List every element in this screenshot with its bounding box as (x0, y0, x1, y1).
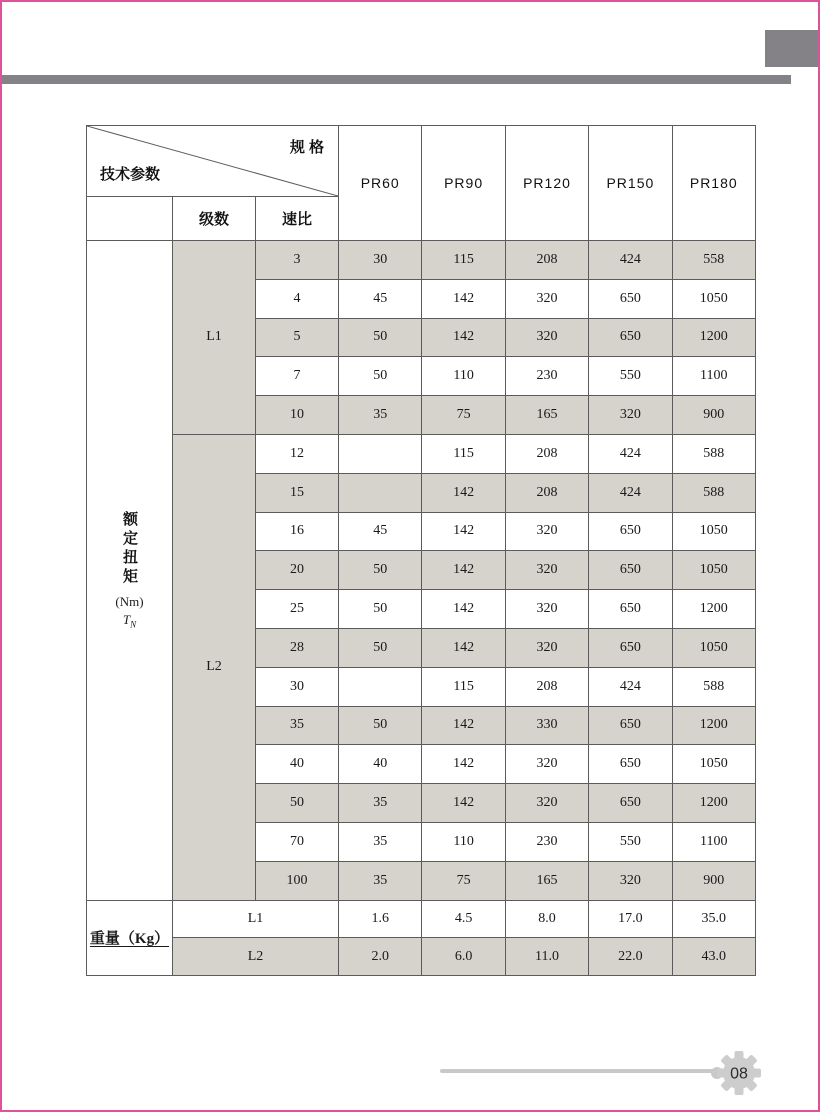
value-cell: 424 (589, 667, 672, 706)
ratio-cell: 70 (256, 822, 339, 861)
weight-l1-cell: L1 (173, 900, 339, 938)
value-cell (339, 667, 422, 706)
weight-l2-cell: L2 (173, 938, 339, 976)
value-cell: 208 (505, 473, 588, 512)
column-header-pr180: PR180 (672, 126, 755, 241)
value-cell: 320 (505, 590, 588, 629)
ratio-cell: 3 (256, 241, 339, 280)
page-number: 08 (730, 1065, 748, 1083)
empty-header-cell (87, 197, 173, 241)
stage-header: 级数 (173, 197, 256, 241)
ratio-cell: 100 (256, 861, 339, 900)
value-cell: 1050 (672, 512, 755, 551)
value-cell: 900 (672, 396, 755, 435)
value-cell: 1100 (672, 357, 755, 396)
value-cell: 35 (339, 861, 422, 900)
value-cell: 142 (422, 706, 505, 745)
value-cell: 650 (589, 745, 672, 784)
value-cell: 115 (422, 667, 505, 706)
value-cell: 142 (422, 279, 505, 318)
value-cell: 110 (422, 822, 505, 861)
value-cell: 142 (422, 745, 505, 784)
gear-icon (716, 1050, 762, 1096)
value-cell: 650 (589, 512, 672, 551)
value-cell: 22.0 (589, 938, 672, 976)
value-cell: 208 (505, 667, 588, 706)
column-header-pr120: PR120 (505, 126, 588, 241)
value-cell: 1200 (672, 784, 755, 823)
value-cell: 900 (672, 861, 755, 900)
value-cell: 424 (589, 241, 672, 280)
value-cell: 320 (505, 784, 588, 823)
value-cell: 1.6 (339, 900, 422, 938)
value-cell: 1100 (672, 822, 755, 861)
diagonal-header-cell (87, 126, 339, 197)
value-cell: 588 (672, 473, 755, 512)
value-cell (339, 434, 422, 473)
value-cell: 35.0 (672, 900, 755, 938)
top-accent-square (765, 30, 818, 67)
value-cell: 230 (505, 357, 588, 396)
ratio-cell: 20 (256, 551, 339, 590)
tech-params-label: 技术参数 (100, 166, 161, 183)
ratio-cell: 28 (256, 628, 339, 667)
value-cell: 1200 (672, 590, 755, 629)
ratio-cell: 25 (256, 590, 339, 629)
ratio-cell: 50 (256, 784, 339, 823)
rated-torque-label: 额定扭矩 (121, 510, 137, 587)
value-cell: 142 (422, 784, 505, 823)
value-cell: 650 (589, 318, 672, 357)
value-cell: 1050 (672, 279, 755, 318)
value-cell: 165 (505, 396, 588, 435)
value-cell: 30 (339, 241, 422, 280)
value-cell: 320 (505, 551, 588, 590)
top-accent-bar (2, 75, 791, 84)
value-cell: 142 (422, 473, 505, 512)
value-cell: 320 (505, 318, 588, 357)
value-cell: 650 (589, 706, 672, 745)
ratio-cell: 35 (256, 706, 339, 745)
value-cell: 424 (589, 434, 672, 473)
value-cell: 50 (339, 318, 422, 357)
value-cell: 320 (589, 396, 672, 435)
value-cell: 650 (589, 551, 672, 590)
value-cell: 50 (339, 628, 422, 667)
value-cell: 650 (589, 628, 672, 667)
rated-torque-symbol: $T_N$ (122, 611, 137, 630)
ratio-header: 速比 (256, 197, 339, 241)
value-cell: 320 (589, 861, 672, 900)
column-header-pr150: PR150 (589, 126, 672, 241)
value-cell: 142 (422, 512, 505, 551)
value-cell: 50 (339, 590, 422, 629)
weight-label-cell: 重量（Kg） (87, 900, 173, 975)
value-cell: 650 (589, 784, 672, 823)
value-cell: 650 (589, 279, 672, 318)
ratio-cell: 15 (256, 473, 339, 512)
value-cell: 230 (505, 822, 588, 861)
column-header-pr90: PR90 (422, 126, 505, 241)
value-cell: 1200 (672, 706, 755, 745)
value-cell: 4.5 (422, 900, 505, 938)
ratio-cell: 12 (256, 434, 339, 473)
value-cell: 550 (589, 822, 672, 861)
value-cell: 115 (422, 434, 505, 473)
value-cell: 45 (339, 279, 422, 318)
value-cell: 320 (505, 512, 588, 551)
value-cell: 320 (505, 628, 588, 667)
value-cell: 1050 (672, 551, 755, 590)
ratio-cell: 30 (256, 667, 339, 706)
value-cell: 43.0 (672, 938, 755, 976)
value-cell: 142 (422, 551, 505, 590)
value-cell: 2.0 (339, 938, 422, 976)
value-cell: 35 (339, 396, 422, 435)
value-cell: 142 (422, 628, 505, 667)
value-cell: 50 (339, 706, 422, 745)
value-cell: 45 (339, 512, 422, 551)
stage-l1-cell: L1 (173, 241, 256, 435)
value-cell: 588 (672, 667, 755, 706)
value-cell: 208 (505, 241, 588, 280)
rated-torque-cell (87, 241, 173, 901)
value-cell: 424 (589, 473, 672, 512)
footer-line (440, 1069, 716, 1073)
value-cell: 330 (505, 706, 588, 745)
value-cell: 165 (505, 861, 588, 900)
ratio-cell: 7 (256, 357, 339, 396)
stage-l2-cell: L2 (173, 434, 256, 900)
value-cell: 650 (589, 590, 672, 629)
value-cell: 40 (339, 745, 422, 784)
ratio-cell: 4 (256, 279, 339, 318)
value-cell: 75 (422, 861, 505, 900)
value-cell (339, 473, 422, 512)
spec-header-label: 规 格 (289, 139, 325, 156)
value-cell: 50 (339, 551, 422, 590)
value-cell: 8.0 (505, 900, 588, 938)
ratio-cell: 16 (256, 512, 339, 551)
column-header-pr60: PR60 (339, 126, 422, 241)
value-cell: 558 (672, 241, 755, 280)
value-cell: 1050 (672, 745, 755, 784)
value-cell: 17.0 (589, 900, 672, 938)
ratio-cell: 40 (256, 745, 339, 784)
value-cell: 50 (339, 357, 422, 396)
value-cell: 142 (422, 318, 505, 357)
ratio-cell: 10 (256, 396, 339, 435)
value-cell: 1200 (672, 318, 755, 357)
value-cell: 1050 (672, 628, 755, 667)
value-cell: 208 (505, 434, 588, 473)
value-cell: 35 (339, 822, 422, 861)
value-cell: 320 (505, 745, 588, 784)
spec-table (86, 125, 756, 976)
value-cell: 550 (589, 357, 672, 396)
value-cell: 75 (422, 396, 505, 435)
value-cell: 320 (505, 279, 588, 318)
rated-torque-unit: (Nm) (115, 593, 144, 609)
value-cell: 6.0 (422, 938, 505, 976)
value-cell: 35 (339, 784, 422, 823)
value-cell: 142 (422, 590, 505, 629)
value-cell: 11.0 (505, 938, 588, 976)
value-cell: 115 (422, 241, 505, 280)
value-cell: 110 (422, 357, 505, 396)
ratio-cell: 5 (256, 318, 339, 357)
value-cell: 588 (672, 434, 755, 473)
